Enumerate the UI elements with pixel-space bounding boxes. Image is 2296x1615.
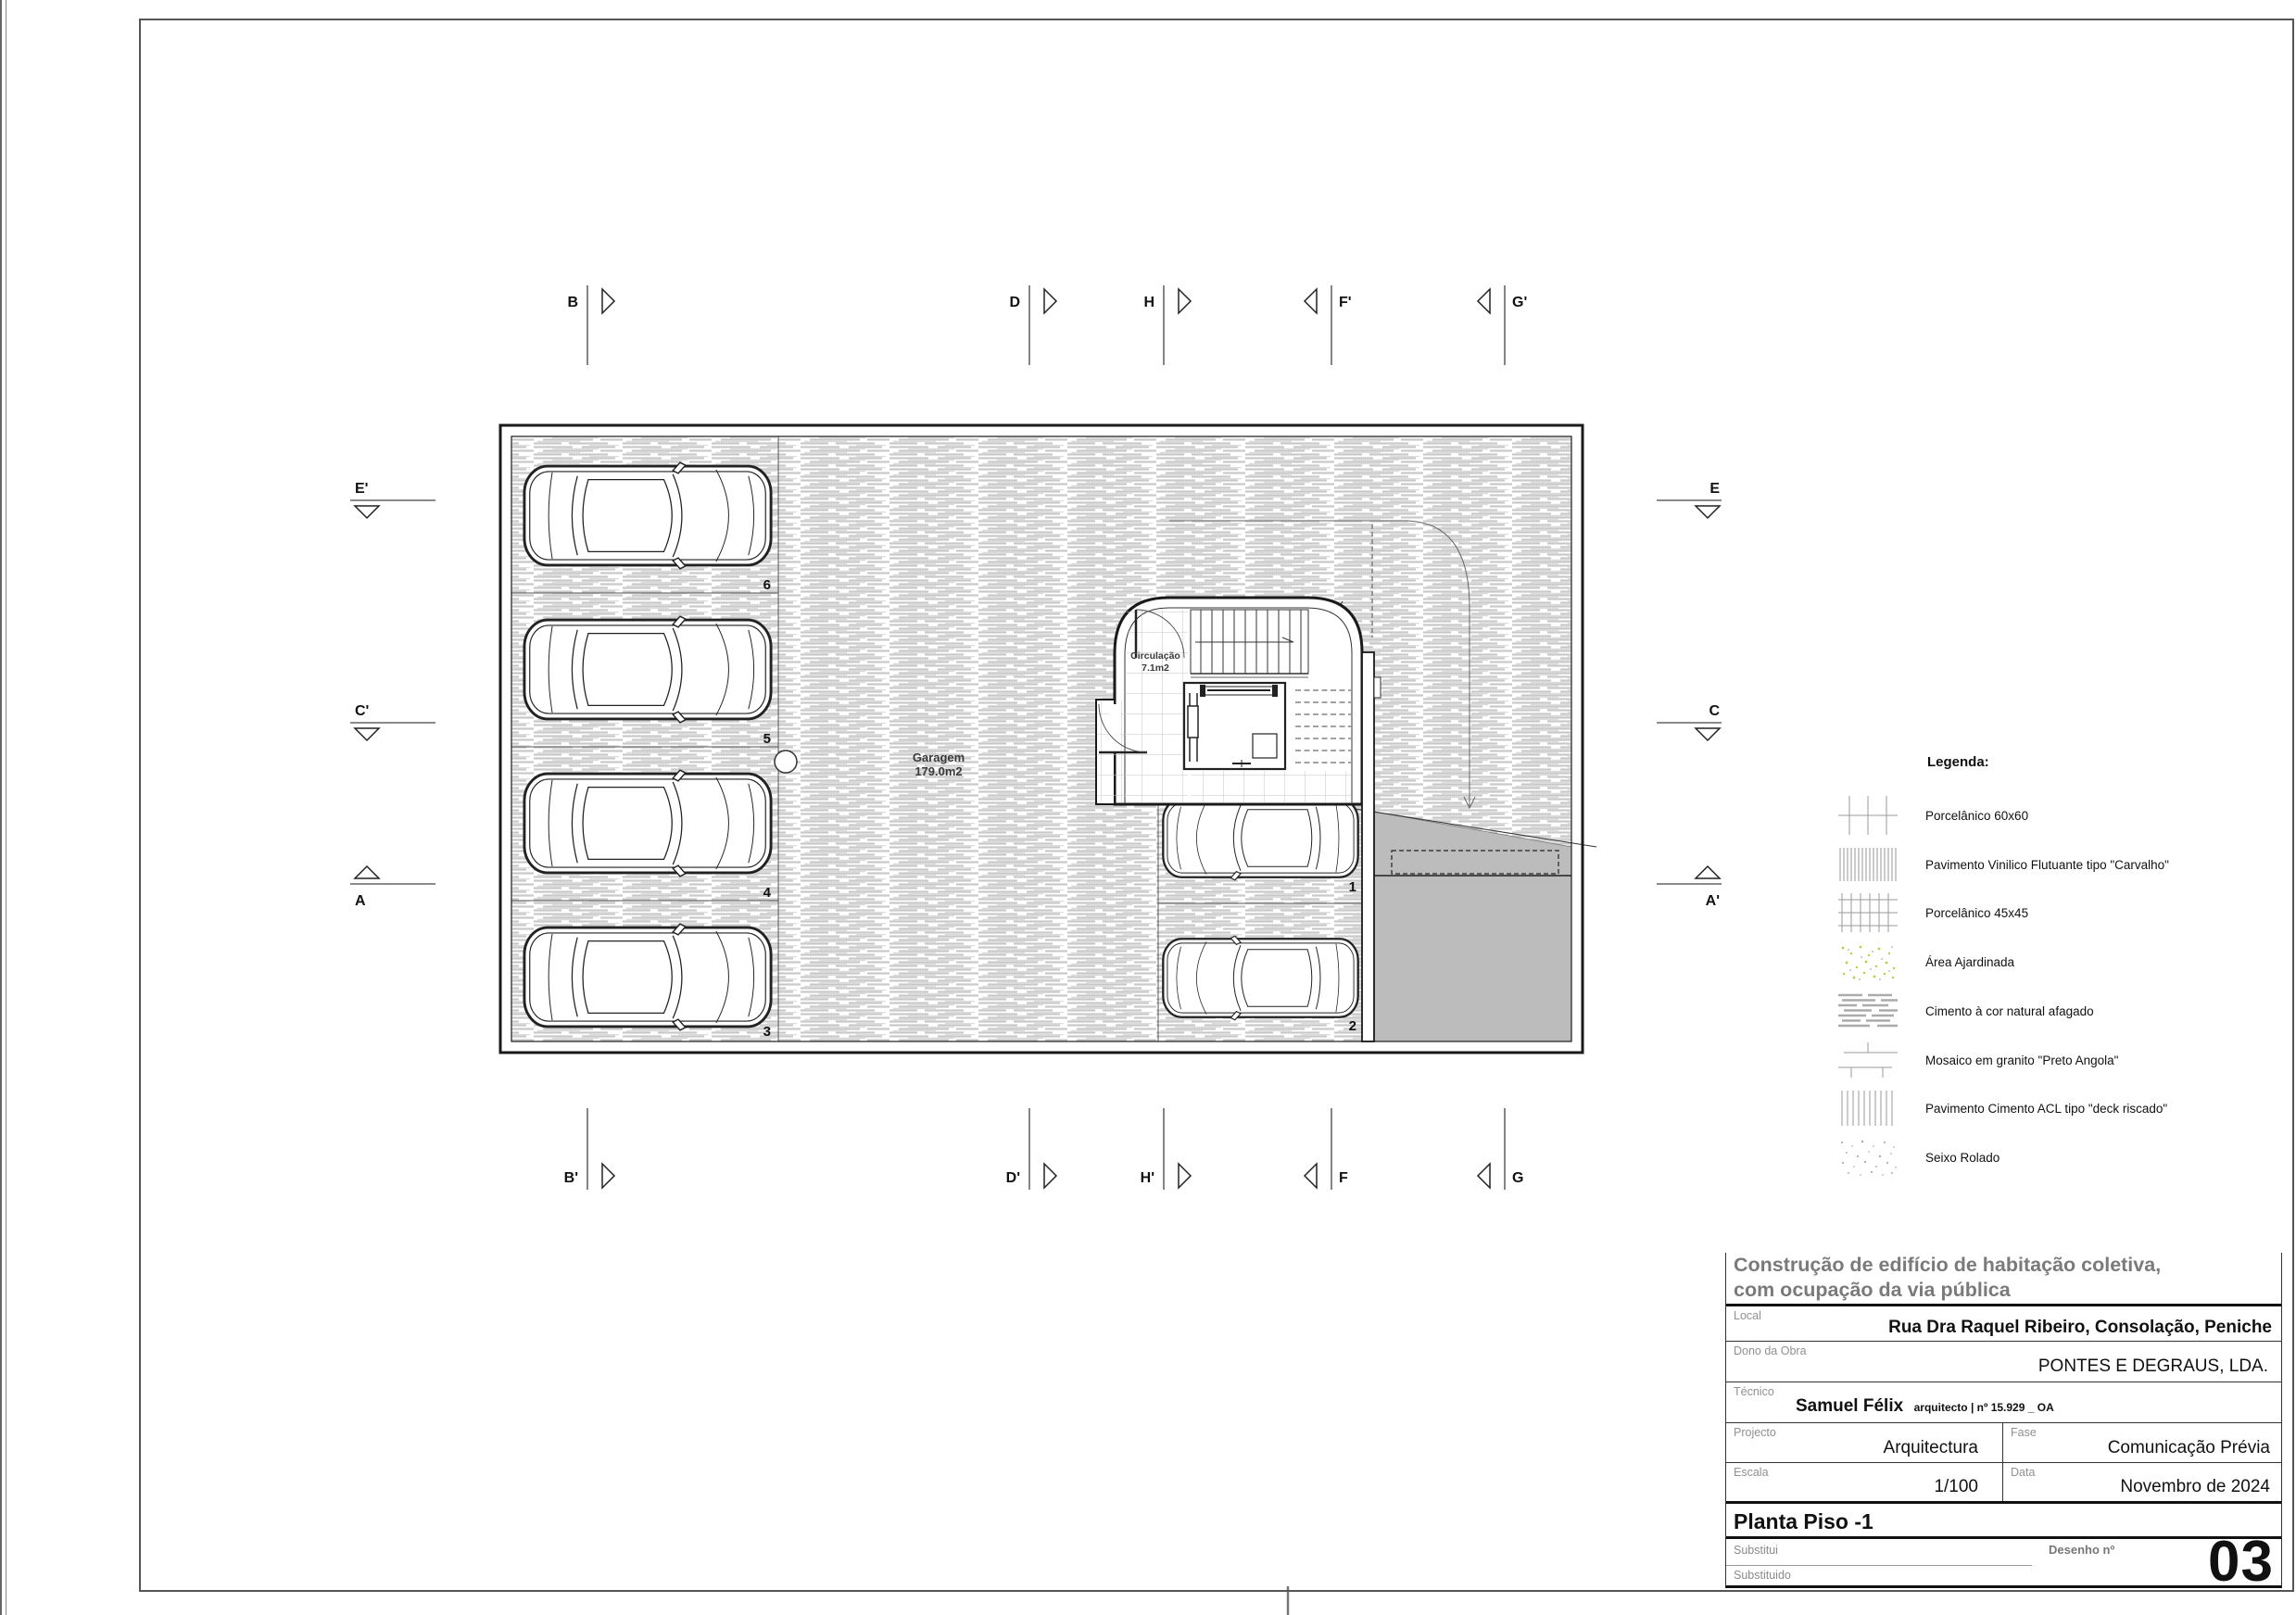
swatch-seixo-rolado-icon [1838, 1138, 1898, 1177]
row-escala-data [1726, 1462, 2281, 1501]
swatch-mosaico-granito-icon [1838, 1041, 1898, 1079]
swatch-area-ajardinada-icon [1838, 942, 1898, 981]
field-tecnico-detail: arquitecto | nº 15.929 _ OA [1913, 1401, 2054, 1414]
stall-number-6: 6 [763, 577, 771, 593]
field-fase-value: Comunicação Prévia [2107, 1438, 2270, 1457]
field-projecto-value: Arquitectura [1883, 1438, 1978, 1457]
row-projecto-fase [1726, 1422, 2281, 1462]
section-label-B2: B' [563, 1170, 578, 1186]
stall-number-2: 2 [1348, 1018, 1356, 1034]
field-data-value: Novembro de 2024 [2120, 1477, 2270, 1496]
field-data-label: Data [2011, 1466, 2036, 1479]
field-dono-value: PONTES E DEGRAUS, LDA. [2037, 1356, 2268, 1376]
field-substitui-label: Substitui [1734, 1544, 1778, 1557]
section-label-A: A [355, 893, 366, 909]
legend-label: Área Ajardinada [1925, 954, 2015, 969]
section-label-C: C [1709, 703, 1720, 719]
field-data [2003, 1463, 2281, 1501]
legend-label: Porcelânico 45x45 [1925, 905, 2029, 920]
field-dono-label: Dono da Obra [1734, 1344, 1807, 1357]
field-escala [1726, 1463, 2003, 1501]
swatch-cimento-afagado-icon [1838, 991, 1898, 1030]
legend-label: Pavimento Vinilico Flutuante tipo "Carvalho" [1925, 857, 2169, 872]
stall-number-5: 5 [763, 731, 771, 747]
legend-item [1838, 845, 2169, 884]
section-label-E2: E' [355, 481, 369, 497]
legend-label: Cimento à cor natural afagado [1925, 1003, 2094, 1018]
field-tecnico [1726, 1382, 2281, 1422]
section-label-F: F [1339, 1170, 1348, 1186]
field-tecnico-label: Técnico [1734, 1385, 1774, 1398]
stall-number-3: 3 [763, 1024, 771, 1040]
legend-item [1838, 893, 2028, 932]
screen-left-edge [0, 0, 6, 1615]
field-fase [2003, 1423, 2281, 1462]
legend-item [1838, 796, 2028, 835]
section-label-F2: F' [1339, 295, 1352, 310]
title-block [1725, 1253, 2282, 1594]
project-title-line2: com ocupação da via pública [1734, 1279, 2011, 1301]
field-local-label: Local [1734, 1309, 1761, 1322]
field-projecto [1726, 1423, 2003, 1462]
swatch-deck-riscado-icon [1838, 1089, 1898, 1128]
field-dono-da-obra [1726, 1341, 2281, 1382]
legend-label: Porcelânico 60x60 [1925, 808, 2029, 823]
field-escala-value: 1/100 [1934, 1477, 1978, 1496]
field-local-value: Rua Dra Raquel Ribeiro, Consolação, Peniche [1888, 1318, 2272, 1337]
project-title [1726, 1253, 2281, 1304]
substitui-divider [1726, 1565, 2032, 1566]
legend-title: Legenda: [1927, 754, 1989, 770]
project-title-line1: Construção de edifício de habitação coletiva, [1734, 1254, 2162, 1276]
legend-label: Pavimento Cimento ACL tipo "deck riscado" [1925, 1101, 2168, 1116]
field-local [1726, 1304, 2281, 1341]
section-label-H: H [1143, 295, 1154, 310]
stall-number-4: 4 [763, 885, 771, 901]
legend-item [1838, 942, 2014, 981]
drawing-name: Planta Piso -1 [1726, 1501, 2281, 1536]
section-label-A2: A' [1705, 893, 1720, 909]
swatch-porcelanico-60x60-icon [1838, 796, 1898, 835]
section-label-C2: C' [355, 703, 370, 719]
stall-number-1: 1 [1348, 879, 1356, 895]
legend-item [1838, 1041, 2118, 1079]
legend-label: Seixo Rolado [1925, 1150, 2000, 1165]
legend-item [1838, 1089, 2167, 1128]
circulation-area: 7.1m2 [1142, 662, 1169, 674]
field-projecto-label: Projecto [1734, 1426, 1776, 1439]
swatch-porcelanico-45x45-icon [1838, 893, 1898, 932]
field-substituido-label: Substituido [1734, 1569, 1791, 1582]
section-label-G: G [1512, 1170, 1524, 1186]
legend-item [1838, 991, 2094, 1030]
field-escala-label: Escala [1734, 1466, 1769, 1479]
garage-area: 179.0m2 [915, 764, 963, 778]
legend-item [1838, 1138, 2000, 1177]
section-label-G2: G' [1512, 295, 1528, 310]
section-label-H2: H' [1140, 1170, 1154, 1186]
circulation-label: Circulação [1130, 650, 1180, 662]
section-label-D: D [1009, 295, 1020, 310]
drawing-number: 03 [2208, 1530, 2274, 1594]
field-fase-label: Fase [2011, 1426, 2037, 1439]
field-tecnico-name: Samuel Félix [1796, 1396, 1904, 1416]
row-substitui-desenho [1726, 1530, 2281, 1594]
section-label-E: E [1709, 481, 1720, 497]
garage-label: Garagem [912, 751, 965, 764]
section-label-D2: D' [1005, 1170, 1020, 1186]
section-label-B: B [567, 295, 578, 310]
field-desenho-label: Desenho nº [2049, 1543, 2115, 1557]
legend-label: Mosaico em granito "Preto Angola" [1925, 1053, 2119, 1067]
swatch-vinilico-icon [1838, 845, 1898, 884]
